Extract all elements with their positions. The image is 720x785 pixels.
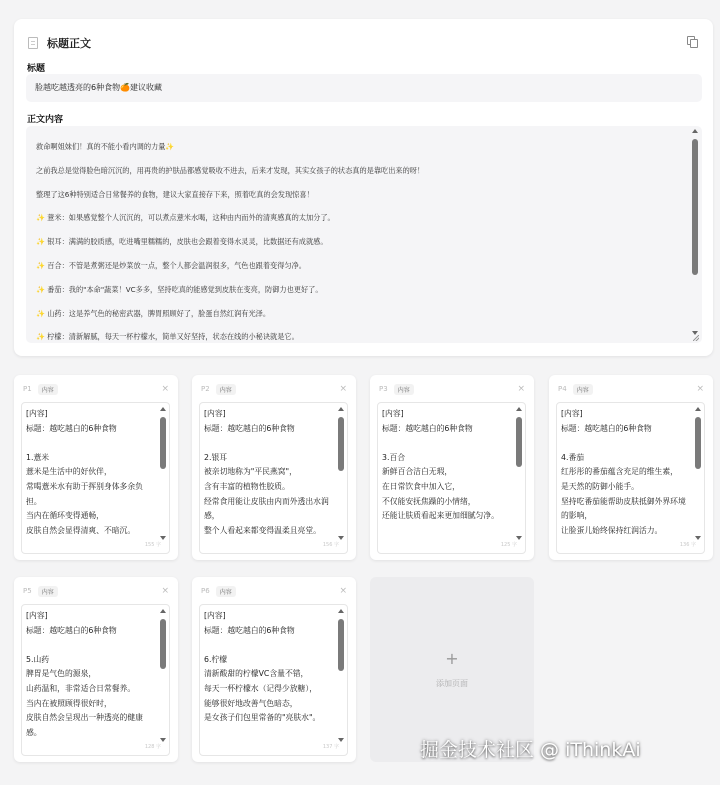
- char-count: 136 字: [679, 542, 696, 548]
- document-icon: [28, 37, 38, 49]
- page-line: [内容]: [204, 611, 226, 620]
- close-icon[interactable]: ×: [696, 383, 704, 394]
- page-card-header: [201, 383, 347, 395]
- page-line: 标题：越吃越白的6种食物: [26, 625, 117, 635]
- page-line: [内容]: [26, 409, 48, 418]
- page-line: 的影响，: [561, 511, 593, 521]
- page-line: 还能让肤质看起来更加细腻匀净。: [382, 511, 499, 521]
- page-type-badge: 内容: [38, 586, 58, 597]
- page-scrollbar[interactable]: [160, 407, 166, 540]
- page-line: [561, 436, 692, 451]
- page-number: P1: [23, 385, 32, 393]
- page-line: 薏米是生活中的好伙伴，: [26, 467, 112, 477]
- page-type-badge: 内容: [38, 384, 58, 395]
- page-textarea[interactable]: [556, 402, 705, 554]
- scroll-up-arrow[interactable]: [338, 407, 344, 411]
- page-card[interactable]: [192, 577, 356, 762]
- body-textarea[interactable]: [26, 126, 702, 343]
- page-number: P5: [23, 587, 32, 595]
- page-line: [26, 436, 157, 451]
- scroll-thumb[interactable]: [692, 139, 698, 275]
- title-input[interactable]: 脸越吃越透亮的6种食物🍊建议收藏: [26, 74, 702, 102]
- scroll-thumb[interactable]: [160, 619, 166, 669]
- body-line: ✨ 柠檬：清新解腻，每天一杯柠檬水，简单又好坚持，状态在线的小秘诀就是它。: [36, 332, 299, 342]
- page-line: 含有丰富的植物性胶质。: [204, 481, 290, 491]
- page-line: 新鲜百合洁白无瑕，: [382, 467, 453, 477]
- page-number: P6: [201, 587, 210, 595]
- page-line: 整个人看起来都变得温柔且亮堂。: [204, 525, 321, 535]
- page-line: 让脸蛋儿始终保持红润活力。: [561, 525, 663, 535]
- page-line: [内容]: [561, 409, 583, 418]
- char-count: 125 字: [500, 542, 517, 548]
- scroll-down-arrow[interactable]: [338, 536, 344, 540]
- body-line: ✨ 山药：这是养气色的秘密武器，脾胃照顾好了，脸蛋自然红润有光泽。: [36, 308, 271, 318]
- page-line: 担。: [26, 496, 42, 506]
- scroll-thumb[interactable]: [695, 417, 701, 469]
- scroll-down-arrow[interactable]: [160, 536, 166, 540]
- page-card[interactable]: [14, 577, 178, 762]
- body-label: 正文内容: [27, 115, 64, 125]
- page-textarea[interactable]: [21, 604, 170, 756]
- page-line: [内容]: [204, 409, 226, 418]
- page-scrollbar[interactable]: [160, 609, 166, 742]
- plus-icon: +: [445, 648, 459, 668]
- body-line: ✨ 薏米：如果感觉整个人沉沉的，可以煮点薏米水喝，这种由内而外的清爽感真的太加分了。: [36, 213, 335, 223]
- char-count: 128 字: [144, 744, 161, 750]
- page-line: 清新酸甜的柠檬VC含量不错，: [204, 669, 309, 679]
- scroll-thumb[interactable]: [516, 417, 522, 467]
- page-line: [26, 638, 157, 653]
- page-line: 红彤彤的番茄蕴含充足的维生素，: [561, 467, 678, 477]
- body-line: 之前我总是觉得脸色暗沉沉的，用再贵的护肤品都感觉吸收不进去，后来才发现，其实女孩子的状态真的是靠吃出来的呀！: [36, 165, 425, 175]
- page-type-badge: 内容: [216, 586, 236, 597]
- page-line: 山药温和，非常适合日常餐养。: [26, 683, 136, 693]
- body-line: ✨ 番茄：我的"本命"蔬菜！VC多多，坚持吃真的能感觉到皮肤在变亮，防御力也更好了。: [36, 284, 323, 294]
- title-label: 标题: [27, 64, 46, 74]
- scroll-down-arrow[interactable]: [516, 536, 522, 540]
- page-line: [内容]: [382, 409, 404, 418]
- body-line: ✨ 银耳：满满的胶质感，吃进嘴里糯糯的，皮肤也会跟着变得水灵灵，比数据还有成就感。: [36, 237, 328, 247]
- scroll-up-arrow[interactable]: [695, 407, 701, 411]
- editor-header: [28, 35, 91, 51]
- page-line: 被亲切地称为"平民燕窝"，: [204, 467, 297, 477]
- page-textarea[interactable]: [199, 604, 348, 756]
- page-number: P3: [379, 385, 388, 393]
- scroll-thumb[interactable]: [160, 417, 166, 469]
- page-card[interactable]: [14, 375, 178, 560]
- page-textarea[interactable]: [21, 402, 170, 554]
- page-textarea[interactable]: [199, 402, 348, 554]
- char-count: 155 字: [144, 542, 161, 548]
- close-icon[interactable]: ×: [161, 585, 169, 596]
- page-line: 常喝薏米水有助于挥别身体多余负: [26, 481, 143, 491]
- scroll-up-arrow[interactable]: [160, 407, 166, 411]
- page-card-header: [23, 585, 169, 597]
- page-scrollbar[interactable]: [516, 407, 522, 540]
- scroll-down-arrow[interactable]: [160, 738, 166, 742]
- page-line: 皮肤自然会显得清爽、不暗沉。: [26, 525, 136, 535]
- page-line: 皮肤自然会呈现出一种透亮的健康: [26, 713, 143, 723]
- page-line: 6.柠檬: [204, 654, 228, 664]
- page-line: 标题：越吃越白的6种食物: [204, 625, 295, 635]
- close-icon[interactable]: ×: [339, 585, 347, 596]
- page-line: 在日常饮食中加入它，: [382, 481, 460, 491]
- scroll-thumb[interactable]: [338, 417, 344, 471]
- page-line: 5.山药: [26, 654, 50, 664]
- page-card[interactable]: [549, 375, 713, 560]
- page-card-header: [23, 383, 169, 395]
- page-line: 1.薏米: [26, 452, 50, 462]
- page-card-header: [379, 383, 525, 395]
- page-line: [内容]: [26, 611, 48, 620]
- editor-card: [14, 19, 713, 356]
- editor-title: 标题正文: [47, 37, 91, 50]
- page-line: [382, 436, 513, 451]
- scroll-up-arrow[interactable]: [692, 129, 698, 133]
- close-icon[interactable]: ×: [517, 383, 525, 394]
- page-line: 标题：越吃越白的6种食物: [561, 423, 652, 433]
- close-icon[interactable]: ×: [161, 383, 169, 394]
- char-count: 137 字: [322, 744, 339, 750]
- scroll-down-arrow[interactable]: [695, 536, 701, 540]
- page-card-header: [558, 383, 704, 395]
- page-scrollbar[interactable]: [338, 407, 344, 540]
- page-line: [204, 436, 335, 451]
- page-line: 4.番茄: [561, 452, 585, 462]
- page-line: 感。: [26, 727, 42, 737]
- page-line: 坚持吃番茄能帮助皮肤抵御外界环境: [561, 496, 686, 506]
- page-line: 3.百合: [382, 452, 406, 462]
- page-line: 标题：越吃越白的6种食物: [26, 423, 117, 433]
- page-line: 2.银耳: [204, 452, 228, 462]
- page-number: P2: [201, 385, 210, 393]
- scroll-up-arrow[interactable]: [160, 609, 166, 613]
- page-type-badge: 内容: [573, 384, 593, 395]
- page-type-badge: 内容: [394, 384, 414, 395]
- resize-grip[interactable]: [693, 335, 699, 341]
- page-line: 是天然的防御小能手。: [561, 481, 639, 491]
- page-line: [204, 638, 335, 653]
- page-line: 不仅能安抚焦躁的小情绪，: [382, 496, 476, 506]
- page-line: 每天一杯柠檬水（记得少放糖），: [204, 683, 318, 693]
- scroll-down-arrow[interactable]: [338, 738, 344, 742]
- page-line: 脾胃是气色的源泉，: [26, 669, 97, 679]
- add-page-label: 添加页面: [436, 678, 468, 688]
- page-line: 感，: [204, 511, 220, 521]
- page-line: 当内在被照顾得很好时，: [26, 698, 112, 708]
- body-scrollbar[interactable]: [692, 129, 698, 335]
- page-card-header: [201, 585, 347, 597]
- page-line: 标题：越吃越白的6种食物: [382, 423, 473, 433]
- page-card[interactable]: [370, 375, 534, 560]
- page-card[interactable]: [192, 375, 356, 560]
- body-line: ✨ 百合：不管是煮粥还是炒菜放一点，整个人都会温润很多，气色也跟着变得匀净。: [36, 260, 306, 270]
- page-line: 是女孩子们包里常备的"亮肤水"。: [204, 713, 321, 723]
- page-scrollbar[interactable]: [695, 407, 701, 540]
- body-line: 救命啊姐妹们！真的不能小看内调的力量✨: [36, 142, 175, 151]
- copy-icon[interactable]: [687, 36, 697, 46]
- char-count: 156 字: [322, 542, 339, 548]
- page-type-badge: 内容: [216, 384, 236, 395]
- page-line: 标题：越吃越白的6种食物: [204, 423, 295, 433]
- scroll-thumb[interactable]: [338, 619, 344, 671]
- page-line: 经常食用能让皮肤由内而外透出水润: [204, 496, 329, 506]
- scroll-up-arrow[interactable]: [338, 609, 344, 613]
- close-icon[interactable]: ×: [339, 383, 347, 394]
- page-scrollbar[interactable]: [338, 609, 344, 742]
- scroll-up-arrow[interactable]: [516, 407, 522, 411]
- page-line: 当内在循环变得通畅，: [26, 511, 104, 521]
- body-line: 整理了这6种特别适合日常餐养的食物，建议大家直接存下来，照着吃真的会发现惊喜！: [36, 189, 314, 199]
- watermark: 掘金技术社区 @ iThinkAi: [420, 739, 641, 761]
- page-line: 能够很好地改善气色暗态，: [204, 698, 298, 708]
- page-textarea[interactable]: [377, 402, 526, 554]
- page-number: P4: [558, 385, 567, 393]
